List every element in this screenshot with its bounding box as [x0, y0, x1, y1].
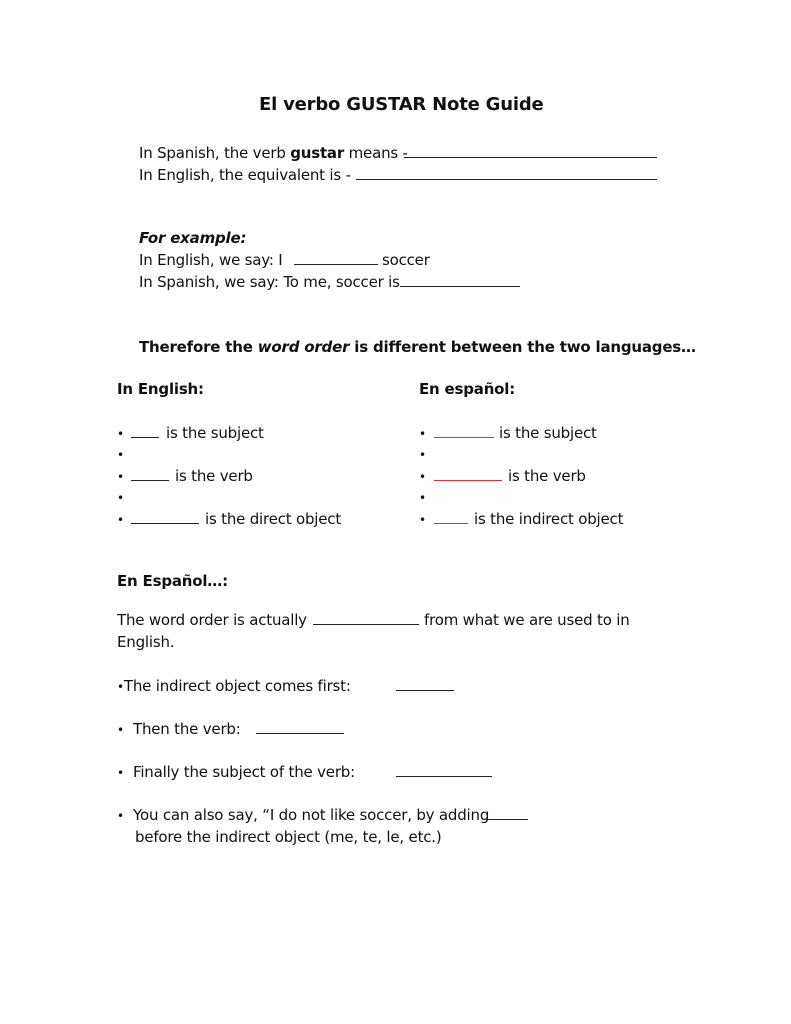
english-direct-object-blank[interactable]: [131, 509, 199, 524]
intro-text: means -: [344, 144, 408, 162]
indirect-object-first-blank[interactable]: [396, 676, 454, 691]
english-empty-item: [117, 443, 133, 466]
point-then-verb: [117, 718, 241, 741]
english-empty-item: [117, 486, 133, 509]
english-subject-label: is the subject: [166, 424, 264, 442]
word-order-paragraph-post: from what we are used to in: [424, 611, 630, 629]
bullet-icon: •: [117, 491, 124, 505]
english-verb-blank[interactable]: [131, 466, 169, 481]
spanish-subject-blank[interactable]: [434, 423, 494, 438]
word-order-paragraph-line2: English.: [117, 633, 175, 651]
bullet-icon: •: [117, 427, 124, 441]
then-verb-blank[interactable]: [256, 719, 344, 734]
en-espanol-heading: En Español…:: [117, 572, 228, 590]
point-text: Finally the subject of the verb:: [133, 763, 355, 781]
english-direct-object-label: is the direct object: [205, 510, 342, 528]
english-subject-blank[interactable]: [131, 423, 159, 438]
example-english-pre: In English, we say: I: [139, 251, 283, 269]
point-text: You can also say, “I do not like soccer, by adding: [133, 806, 490, 824]
english-column-heading: In English:: [117, 380, 204, 398]
bullet-icon: •: [117, 470, 124, 484]
spanish-verb-blank[interactable]: [434, 466, 502, 481]
spanish-empty-item: [419, 443, 435, 466]
example-english-post: soccer: [382, 251, 430, 269]
point-indirect-object-first: [117, 675, 351, 698]
intro-text: In Spanish, the verb: [139, 144, 291, 162]
bullet-icon: •: [117, 680, 124, 694]
bullet-icon: •: [419, 470, 426, 484]
spanish-subject-label: is the subject: [499, 424, 597, 442]
point-negation-line2: before the indirect object (me, te, le, etc.): [135, 828, 442, 846]
english-verb-label: is the verb: [175, 467, 253, 485]
point-text: The indirect object comes first:: [123, 677, 351, 695]
bullet-icon: •: [419, 448, 426, 462]
spanish-item-indirect-object: [419, 508, 435, 531]
spanish-item-subject: [419, 422, 435, 445]
bullet-icon: •: [117, 448, 124, 462]
gustar-meaning-blank[interactable]: [404, 143, 657, 158]
negation-word-blank[interactable]: [486, 805, 528, 820]
intro-line-2: In English, the equivalent is -: [139, 166, 351, 184]
spanish-item-verb: [419, 465, 435, 488]
english-equivalent-blank[interactable]: [356, 165, 657, 180]
word-order-statement: [139, 336, 696, 358]
finally-subject-blank[interactable]: [396, 762, 492, 777]
bullet-icon: •: [419, 427, 426, 441]
spanish-column-heading: En español:: [419, 380, 516, 398]
word-order-blank[interactable]: [313, 610, 419, 625]
spanish-verb-label: is the verb: [508, 467, 586, 485]
example-spanish-blank[interactable]: [400, 272, 520, 287]
example-heading: For example:: [139, 229, 247, 247]
point-text: Then the verb:: [133, 720, 241, 738]
point-negation: [117, 804, 489, 827]
bullet-icon: •: [117, 513, 124, 527]
bullet-icon: •: [419, 491, 426, 505]
page-title: El verbo GUSTAR Note Guide: [259, 94, 544, 115]
example-english-blank[interactable]: [294, 250, 378, 265]
spanish-empty-item: [419, 486, 435, 509]
bullet-icon: •: [419, 513, 426, 527]
bullet-icon: •: [117, 766, 124, 780]
word-order-italic: word order: [257, 338, 350, 356]
example-spanish-line: In Spanish, we say: To me, soccer is: [139, 273, 400, 291]
spanish-indirect-object-label: is the indirect object: [474, 510, 624, 528]
bullet-icon: •: [117, 809, 124, 823]
bullet-icon: •: [117, 723, 124, 737]
spanish-indirect-object-blank[interactable]: [434, 509, 468, 524]
gustar-bold: gustar: [290, 144, 345, 162]
word-order-paragraph-pre: The word order is actually: [117, 611, 307, 629]
therefore-pre: Therefore the: [139, 338, 258, 356]
therefore-post: is different between the two languages…: [349, 338, 696, 356]
intro-line-1: [139, 142, 408, 164]
example-english-line: [139, 249, 283, 271]
point-finally-subject: [117, 761, 355, 784]
